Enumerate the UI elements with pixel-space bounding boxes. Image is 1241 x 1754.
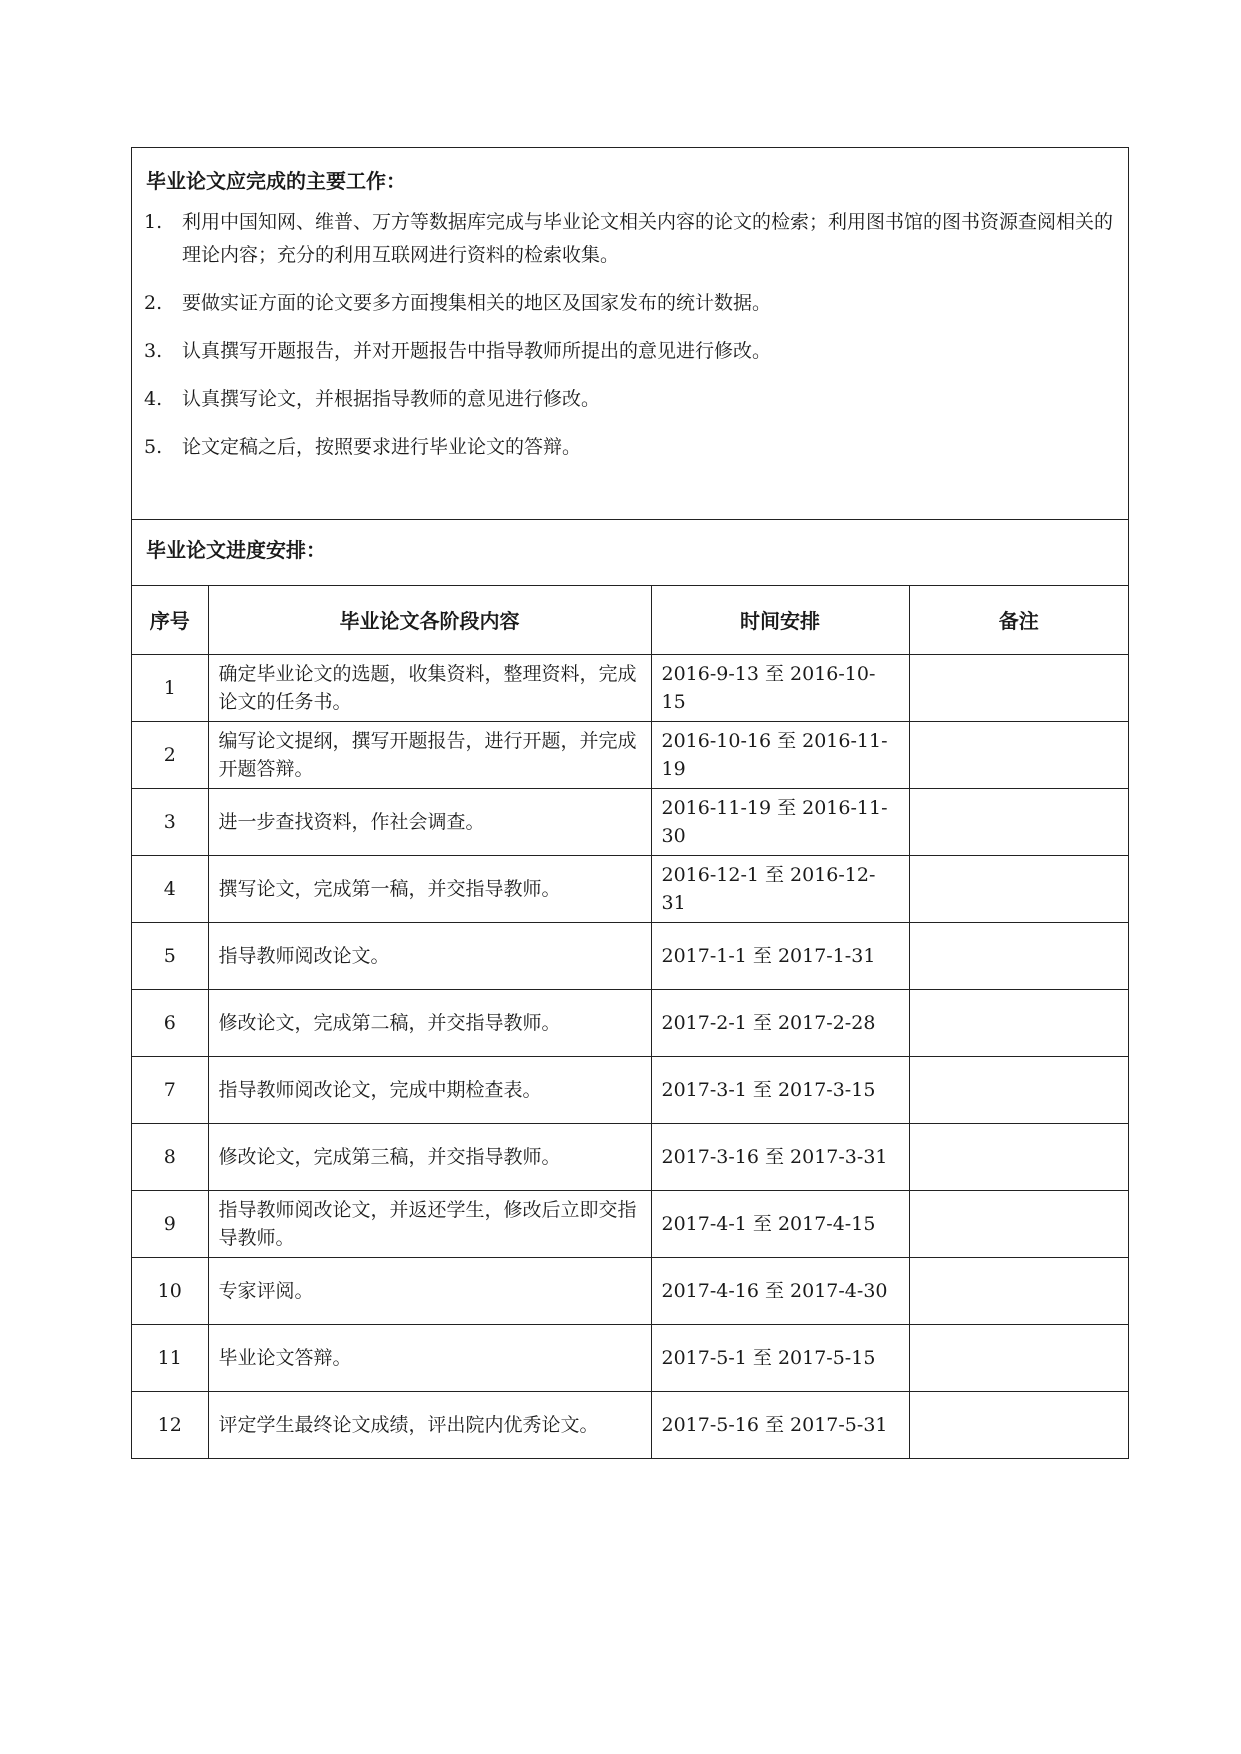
row-time: 2017-2-1 至 2017-2-28 [651,989,909,1056]
row-time: 2016-12-1 至 2016-12-31 [651,855,909,922]
row-note [909,654,1128,721]
work-item-text: 要做实证方面的论文要多方面搜集相关的地区及国家发布的统计数据。 [182,292,772,314]
column-header-time: 时间安排 [651,586,909,654]
row-content: 撰写论文，完成第一稿，并交指导教师。 [208,855,651,922]
table-row [132,788,1128,855]
row-content: 修改论文，完成第三稿，并交指导教师。 [208,1123,651,1190]
row-note [909,788,1128,855]
work-item [144,431,1116,464]
table-row [132,855,1128,922]
row-note [909,1123,1128,1190]
row-content: 指导教师阅改论文。 [208,922,651,989]
row-number: 1 [132,654,208,721]
row-number: 2 [132,721,208,788]
row-note [909,1324,1128,1391]
row-content: 修改论文，完成第二稿，并交指导教师。 [208,989,651,1056]
main-work-section [132,148,1128,520]
table-row [132,1123,1128,1190]
row-time: 2016-9-13 至 2016-10-15 [651,654,909,721]
row-time: 2017-3-16 至 2017-3-31 [651,1123,909,1190]
row-time: 2017-4-16 至 2017-4-30 [651,1257,909,1324]
table-row [132,989,1128,1056]
work-item-number: 4. [144,388,163,410]
row-time: 2017-3-1 至 2017-3-15 [651,1056,909,1123]
thesis-task-form [131,147,1129,1459]
row-content: 专家评阅。 [208,1257,651,1324]
table-row [132,1190,1128,1257]
row-number: 6 [132,989,208,1056]
column-header-number: 序号 [132,586,208,654]
table-row [132,721,1128,788]
table-row [132,1056,1128,1123]
row-note [909,855,1128,922]
row-time: 2017-5-16 至 2017-5-31 [651,1391,909,1458]
row-content: 评定学生最终论文成绩，评出院内优秀论文。 [208,1391,651,1458]
row-note [909,922,1128,989]
main-work-heading: 毕业论文应完成的主要工作： [146,169,406,193]
column-header-content: 毕业论文各阶段内容 [208,586,651,654]
work-item [144,335,1116,368]
row-content: 确定毕业论文的选题，收集资料，整理资料，完成论文的任务书。 [208,654,651,721]
row-time: 2017-1-1 至 2017-1-31 [651,922,909,989]
row-number: 10 [132,1257,208,1324]
row-note [909,1190,1128,1257]
row-content: 指导教师阅改论文，并返还学生，修改后立即交指导教师。 [208,1190,651,1257]
row-content: 进一步查找资料，作社会调查。 [208,788,651,855]
row-time: 2017-5-1 至 2017-5-15 [651,1324,909,1391]
row-time: 2016-11-19 至 2016-11-30 [651,788,909,855]
table-row [132,922,1128,989]
schedule-header-row [132,586,1128,654]
row-note [909,1257,1128,1324]
row-number: 11 [132,1324,208,1391]
work-item [144,206,1116,272]
row-note [909,1391,1128,1458]
table-row [132,1324,1128,1391]
table-row [132,1257,1128,1324]
row-time: 2017-4-1 至 2017-4-15 [651,1190,909,1257]
work-item-text: 认真撰写开题报告，并对开题报告中指导教师所提出的意见进行修改。 [182,340,772,362]
row-content: 毕业论文答辩。 [208,1324,651,1391]
work-item-number: 1. [144,211,163,233]
table-row [132,654,1128,721]
row-number: 4 [132,855,208,922]
work-item-text: 认真撰写论文，并根据指导教师的意见进行修改。 [182,388,601,410]
schedule-heading: 毕业论文进度安排： [146,538,326,562]
row-number: 5 [132,922,208,989]
work-item-number: 2. [144,292,163,314]
column-header-note: 备注 [909,586,1128,654]
row-number: 3 [132,788,208,855]
row-content: 编写论文提纲，撰写开题报告，进行开题，并完成开题答辩。 [208,721,651,788]
work-item-text: 利用中国知网、维普、万方等数据库完成与毕业论文相关内容的论文的检索；利用图书馆的图书资源查阅相关的理论内容；充分的利用互联网进行资料的检索收集。 [182,211,1114,266]
row-time: 2016-10-16 至 2016-11-19 [651,721,909,788]
work-item-number: 5. [144,436,163,458]
work-item-number: 3. [144,340,163,362]
table-row [132,1391,1128,1458]
work-item-text: 论文定稿之后，按照要求进行毕业论文的答辩。 [182,436,582,458]
row-note [909,1056,1128,1123]
row-content: 指导教师阅改论文，完成中期检查表。 [208,1056,651,1123]
work-item [144,287,1116,320]
schedule-section [132,520,1128,586]
row-note [909,989,1128,1056]
row-number: 9 [132,1190,208,1257]
schedule-table [132,586,1128,1458]
row-number: 12 [132,1391,208,1458]
schedule-body [132,654,1128,1458]
row-note [909,721,1128,788]
work-item [144,383,1116,416]
row-number: 8 [132,1123,208,1190]
row-number: 7 [132,1056,208,1123]
main-work-list [144,206,1116,464]
